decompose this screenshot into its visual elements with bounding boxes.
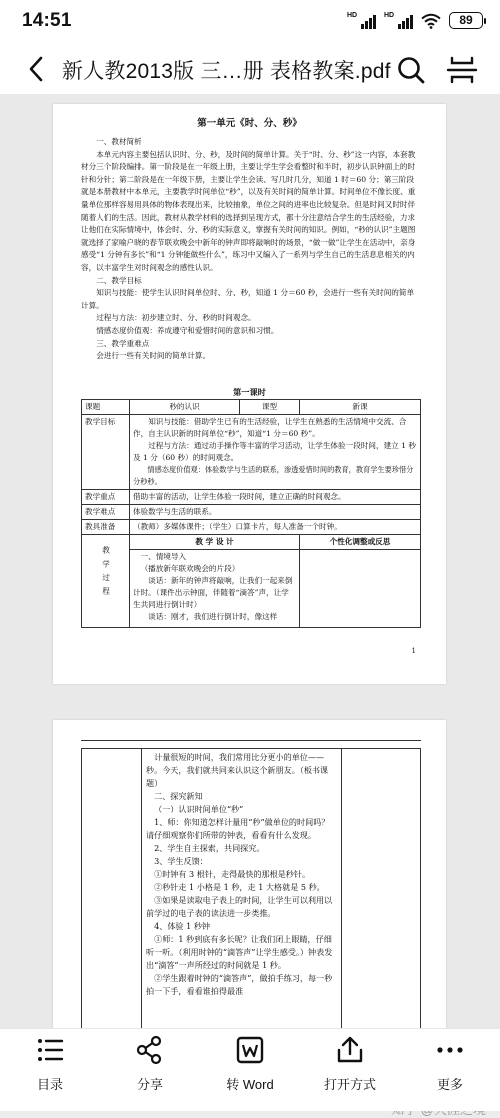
table-cell	[82, 535, 130, 628]
open-with-label: 打开方式	[323, 1077, 376, 1092]
divider	[81, 740, 421, 741]
paragraph: 知识与技能：使学生认识时间单位时、分、秒，知道 1 分＝60 秒，会进行一些有关时间的简单计算。	[81, 288, 415, 310]
page-number: 1	[411, 647, 416, 655]
table-row	[82, 505, 421, 520]
unit-title: 第一单元《时、分、秒》	[197, 118, 302, 129]
paragraph: 过程与方法：初步建立时、分、秒的时间观念。	[96, 313, 256, 323]
paragraph: 4、体验 1 秒钟	[154, 921, 211, 931]
table-row	[82, 415, 421, 490]
open-with-button[interactable]	[305, 1035, 395, 1105]
share-button[interactable]	[105, 1035, 195, 1105]
table-cell: 教学重点	[82, 490, 130, 505]
table-cell	[142, 749, 342, 1058]
word-convert-icon	[235, 1035, 265, 1065]
table-cell	[300, 550, 421, 628]
table-cell: （教师）多媒体课件；（学生）口算卡片，每人准备一个时钟。	[130, 520, 421, 535]
chevron-left-icon[interactable]	[22, 54, 52, 84]
paragraph: 情感态度价值观：养成遵守和爱惜时间的意识和习惯。	[96, 325, 279, 335]
convert-word-button[interactable]	[205, 1035, 295, 1105]
paragraph: 本单元内容主要包括认识时、分、秒，及时间的简单计算。关于“时、分、秒”这一内容，本套教材分三个阶段编排。第一阶段是在一年级上册，主要让学生学会看整时和半时，初步认识钟面上的时针和分针；第二阶段是在一年级下册，主要让学生会读、写几时几分，知道 1 时＝60 分；第三阶段就是本册教材中本单元，主要教学时间单位“秒”，以及有关时间的简单计算。时间单位不像长度、重量单位那样容易用具体的物体表现出来，比较抽象，单位之间的进率也比较复杂。但是时间又时时伴随着人们的生活。因此，教材从教学材料的选择到呈现方式，都十分注意结合学生的生活经验，力求让他们在实际情境中，体会时、分、秒的实际意义，掌握有关时间的知识。例如，“秒的认识”主题图就选择了家喻户晓的春节联欢晚会中新年的钟声即将敲响时的场景，“做一做”让学生在活动中，亲身感受“1 分钟有多长”和“1 分钟能做些什么”，练习中又编入了一系列与学生自己的生活息息相关的内容，以丰富学生对时间观念的感性认识。	[81, 149, 416, 272]
convert-word-label: 转 Word	[226, 1077, 274, 1092]
table-cell: 体验数学与生活的联系。	[130, 505, 421, 520]
table-cell: 一、情境导入 （播放新年联欢晚会的片段） 谈话：新年的钟声将敲响，让我们一起来倒计时。（课件出示钟面，伴随着“滴答”声，让学生共同进行倒计时） 谈话：刚才，我们进行倒计时，像这样	[130, 550, 300, 628]
table-cell: 知识与技能：借助学生已有的生活经验，让学生在熟悉的生活情境中交流、合作，自主认识新的时间单位“秒”，知道“1 分＝60 秒”。 过程与方法：通过动手操作等丰富的学习活动，让学生体验一段时间，建立 1 秒及 1 分（60 秒）的时间观念。 情感态度价值观：体验数学与生活的联系，渗透爱惜时间的教育，教育学生要珍惜分分秒秒。	[130, 415, 421, 490]
paragraph: ②秒针走 1 小格是 1 秒，走 1 大格就是 5 秒。	[154, 882, 325, 892]
signal-icon: HD	[347, 13, 376, 29]
section-heading: 二、教学目标	[96, 275, 142, 285]
more-icon	[435, 1035, 465, 1065]
paragraph: ①师：1 秒到底有多长呢？让我们闭上眼睛，仔细听一听。（利用时钟的“滴答声”让学生感受。）钟表发出“滴答”一声所经过的时间就是 1 秒。	[146, 934, 333, 970]
list-icon	[35, 1035, 65, 1065]
section-heading: 三、教学重难点	[96, 338, 150, 348]
document-body	[81, 136, 421, 363]
bottom-toolbar	[0, 1028, 500, 1111]
table-header-cell: 个性化调整或反思	[300, 535, 421, 550]
toc-label: 目录	[36, 1077, 63, 1092]
search-icon[interactable]	[396, 55, 426, 85]
pdf-page-2	[53, 720, 446, 1050]
table-row	[82, 535, 421, 550]
table-cell: 教学目标	[82, 415, 130, 490]
more-button[interactable]	[405, 1035, 495, 1105]
paragraph: 二、探究新知	[154, 791, 203, 801]
battery-icon	[449, 12, 486, 29]
table-cell	[82, 749, 142, 1058]
table-cell: 教学难点	[82, 505, 130, 520]
paragraph: ②学生跟着时钟的“滴答声”，做拍手练习，每一秒拍一下手，看看谁拍得最准	[146, 973, 333, 996]
pdf-page-1	[53, 104, 446, 684]
share-label: 分享	[136, 1077, 163, 1092]
more-label: 更多	[436, 1077, 463, 1092]
table-cell: 秒的认识	[130, 400, 240, 415]
document-title: 新人教2013版 三…册 表格教案.pdf	[62, 60, 391, 83]
status-bar	[0, 0, 500, 44]
battery-level: 89	[449, 12, 483, 29]
share-icon	[135, 1035, 165, 1065]
paragraph: ③如果是读取电子表上的时间，让学生可以利用以前学过的电子表的读法进一步类推。	[146, 895, 333, 918]
table-cell: 借助丰富的活动，让学生体验一段时间，建立正确的时间观念。	[130, 490, 421, 505]
table-cell: 新课	[300, 400, 421, 415]
table-cell: 课题	[82, 400, 130, 415]
status-icons	[347, 12, 486, 29]
paragraph: （一）认识时间单位“秒”	[154, 804, 244, 814]
table-header-cell: 教 学 设 计	[130, 535, 300, 550]
signal-icon-2: HD	[384, 13, 413, 29]
table-cell: 课型	[240, 400, 300, 415]
table-cell: 教具准备	[82, 520, 130, 535]
top-app-bar	[0, 44, 500, 94]
paragraph: ①时钟有 3 根针，走得最快的那根是秒针。	[154, 869, 311, 879]
table-row	[82, 400, 421, 415]
table-row	[82, 520, 421, 535]
status-time: 14:51	[22, 10, 72, 31]
table-row	[82, 490, 421, 505]
toc-button[interactable]	[5, 1035, 95, 1105]
paragraph: 会进行一些有关时间的简单计算。	[96, 351, 211, 361]
paragraph: 1、师：你知道怎样计量用“秒”做单位的时间吗？请仔细观察你们所带的钟表，看看有什么发现。	[146, 817, 330, 840]
paragraph: 3、学生反馈：	[154, 856, 208, 866]
process-label: 教学过程	[101, 546, 111, 601]
open-with-icon	[335, 1035, 365, 1065]
pdf-viewport[interactable]	[0, 94, 500, 1028]
paragraph: 计量很短的时间，我们常用比分更小的单位——秒。今天，我们就共同来认识这个新朋友。（板书课题）	[146, 752, 329, 788]
fit-width-icon[interactable]	[446, 55, 478, 85]
lesson-plan-table-continued	[81, 748, 421, 1058]
table-row	[82, 550, 421, 628]
lesson-title: 第一课时	[233, 387, 266, 397]
wifi-icon	[421, 13, 441, 29]
paragraph: 2、学生自主探索，共同探究。	[154, 843, 265, 853]
lesson-plan-table	[81, 399, 421, 628]
section-heading: 一、教材简析	[96, 137, 142, 146]
